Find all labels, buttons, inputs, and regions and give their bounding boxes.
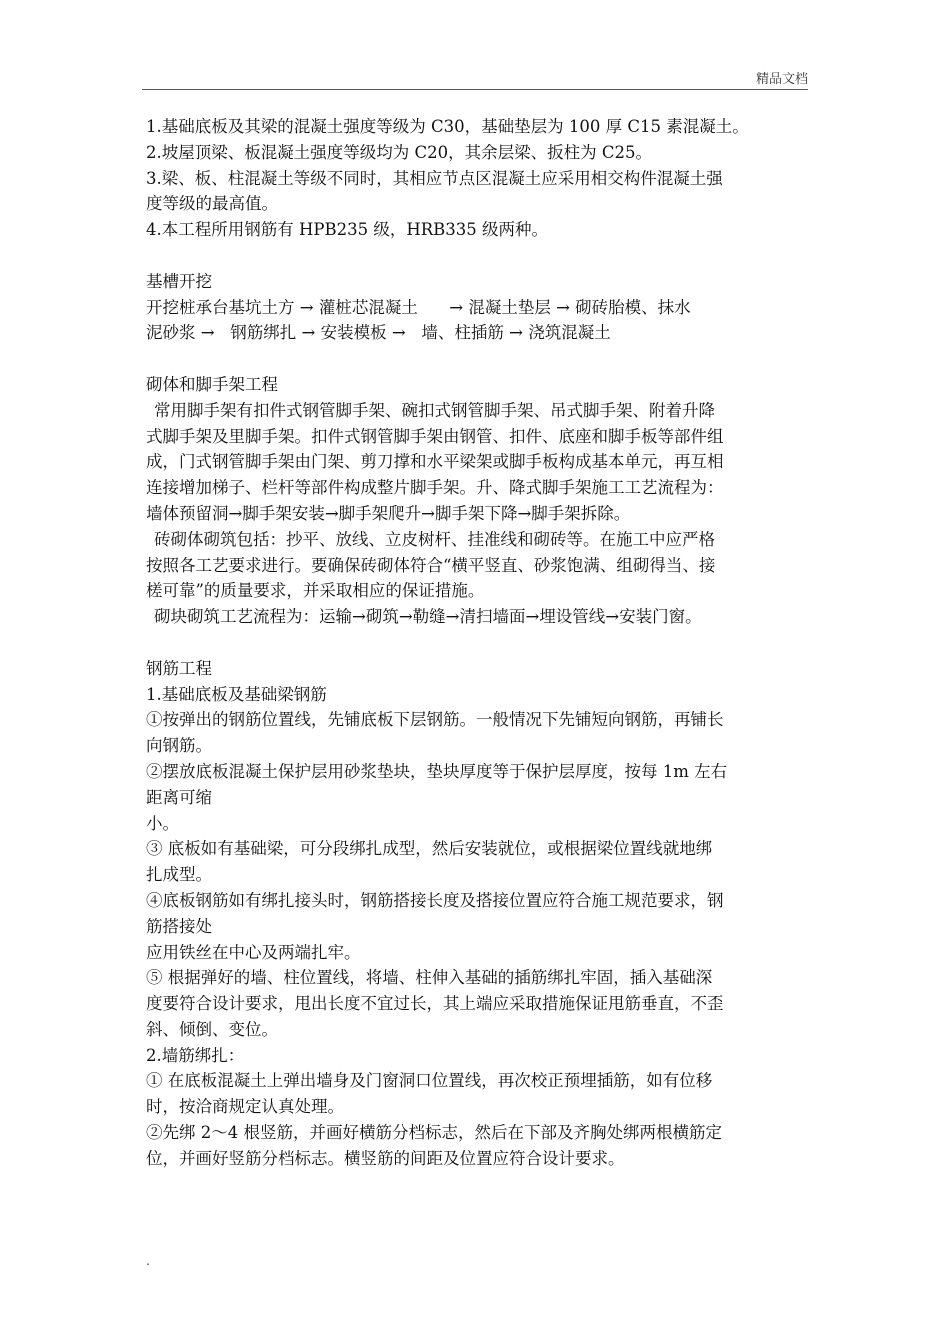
list-item-line: ① 在底板混凝土上弹出墙身及门窗洞口位置线，再次校正预埋插筋，如有位移	[146, 1071, 713, 1091]
paragraph-line: 按照各工艺要求进行。要确保砖砌体符合“横平竖直、砂浆饱满、组砌得当、接	[146, 555, 716, 575]
list-item-line: ⑤ 根据弹好的墙、柱位置线，将墙、柱伸入基础的插筋绑扎牢固，插入基础深	[146, 968, 713, 988]
paragraph-line: 墙体预留洞→脚手架安装→脚手架爬升→脚手架下降→脚手架拆除。	[146, 503, 631, 523]
list-item-line: 扎成型。	[146, 865, 212, 885]
section-heading: 砌体和脚手架工程	[146, 374, 278, 394]
list-item-line: 筋搭接处	[146, 916, 212, 936]
list-item-line: 位，并画好竖筋分档标志。横竖筋的间距及位置应符合设计要求。	[146, 1148, 625, 1168]
list-item-line: ②摆放底板混凝土保护层用砂浆垫块，垫块厚度等于保护层厚度，按每 1m 左右	[146, 761, 728, 781]
text-line: 4.本工程所用钢筋有 HPB235 级，HRB335 级两种。	[146, 220, 549, 240]
list-item-line: ③ 底板如有基础梁，可分段绑扎成型，然后安装就位，或根据梁位置线就地绑	[146, 839, 713, 859]
list-item-line: ④底板钢筋如有绑扎接头时，钢筋搭接长度及搭接位置应符合施工规范要求，钢	[146, 890, 724, 910]
blank-line	[146, 630, 808, 656]
section-heading: 基槽开挖	[146, 271, 212, 291]
document-body	[146, 114, 808, 1172]
list-item-line: 斜、倾倒、变位。	[146, 1019, 278, 1039]
text-line: 2.坡屋顶梁、板混凝土强度等级均为 C20，其余层梁、扳柱为 C25。	[146, 142, 652, 162]
list-item-line: 应用铁丝在中心及两端扎牢。	[146, 942, 361, 962]
paragraph-line: 式脚手架及里脚手架。扣件式钢管脚手架由钢管、扣件、底座和脚手板等部件组	[146, 426, 724, 446]
blank-line	[146, 346, 808, 372]
paragraph-line: 连接增加梯子、栏杆等部件构成整片脚手架。升、降式脚手架施工工艺流程为：	[146, 478, 724, 498]
list-item-line: 小。	[146, 813, 179, 833]
text-line: 3.梁、板、柱混凝土等级不同时，其相应节点区混凝土应采用相交构件混凝土强	[146, 168, 723, 188]
paragraph-line: 砖砌体砌筑包括：抄平、放线、立皮树杆、挂准线和砌砖等。在施工中应严格	[154, 529, 715, 549]
list-item-line: 距离可缩	[146, 787, 212, 807]
page-header-label: 精品文档	[755, 72, 808, 87]
process-flow-line: 开挖桩承台基坑土方 → 灌桩芯混凝土 → 混凝土垫层 → 砌砖胎模、抹水	[146, 297, 691, 317]
text-line: 度等级的最高值。	[146, 194, 278, 214]
list-item-line: 度要符合设计要求，甩出长度不宜过长，其上端应采取措施保证甩筋垂直，不歪	[146, 994, 724, 1014]
paragraph-line: 常用脚手架有扣件式钢管脚手架、碗扣式钢管脚手架、吊式脚手架、附着升降	[154, 400, 715, 420]
footer-mark: .	[146, 1254, 150, 1268]
paragraph-line: 成，门式钢管脚手架由门架、剪刀撑和水平梁架或脚手板构成基本单元，再互相	[146, 452, 724, 472]
paragraph-line: 砌块砌筑工艺流程为：运输→砌筑→勒缝→清扫墙面→埋设管线→安装门窗。	[154, 607, 702, 627]
section-heading: 钢筋工程	[146, 658, 212, 678]
process-flow-line: 泥砂浆 → 钢筋绑扎 → 安装模板 → 墙、柱插筋 → 浇筑混凝土	[146, 323, 611, 343]
blank-line	[146, 243, 808, 269]
list-item-line: ②先绑 2～4 根竖筋，并画好横筋分档标志，然后在下部及齐胸处绑两根横筋定	[146, 1123, 722, 1143]
list-item-line: 时，按洽商规定认真处理。	[146, 1097, 344, 1117]
list-item-line: ①按弹出的钢筋位置线，先铺底板下层钢筋。一般情况下先铺短向钢筋，再铺长	[146, 710, 724, 730]
subsection-heading: 1.基础底板及基础梁钢筋	[146, 684, 327, 704]
paragraph-line: 槎可靠”的质量要求，并采取相应的保证措施。	[146, 581, 485, 601]
text-line: 1.基础底板及其梁的混凝土强度等级为 C30，基础垫层为 100 厚 C15 素混凝土。	[146, 117, 749, 136]
header-divider	[142, 89, 808, 90]
subsection-heading: 2.墙筋绑扎：	[146, 1045, 245, 1065]
list-item-line: 向钢筋。	[146, 736, 212, 756]
